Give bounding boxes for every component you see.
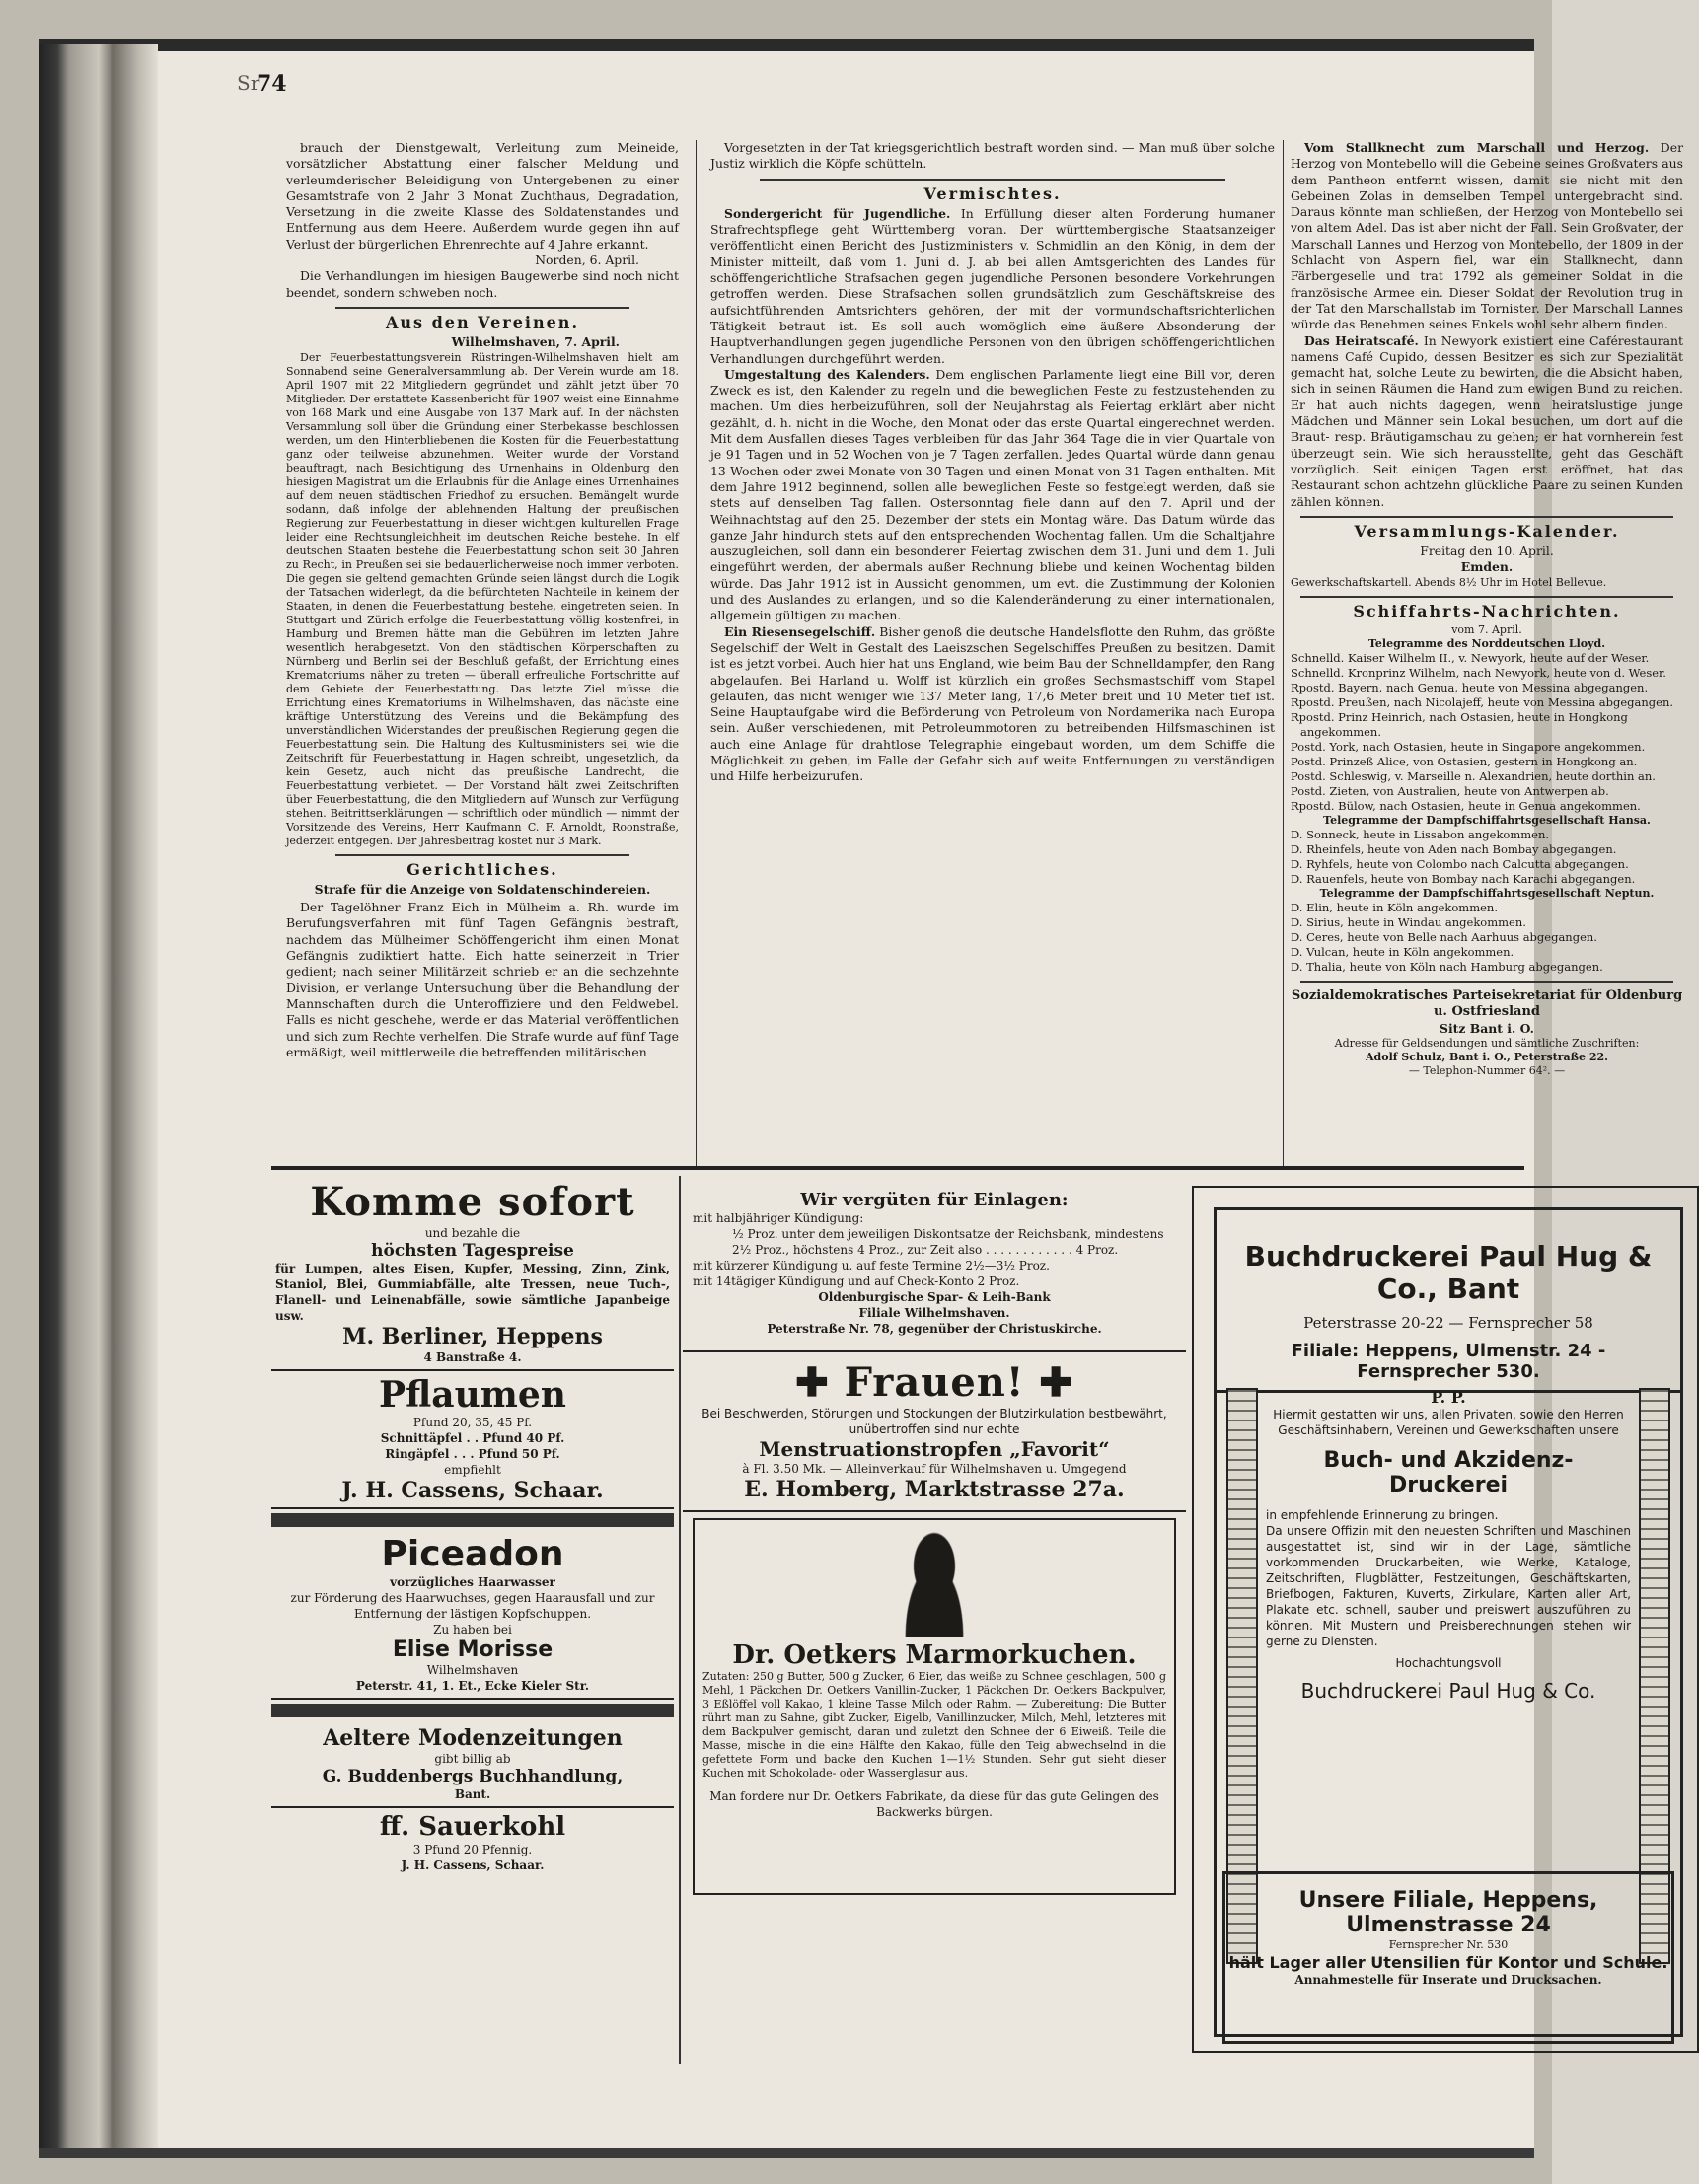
ad-branch: Filiale Wilhelmshaven. [858, 1306, 1010, 1320]
ad-address: Peterstrasse 20-22 — Fernsprecher 58 [1303, 1314, 1593, 1332]
shipping-entry: D. Ceres, heute von Belle nach Aarhuus abgegangen. [1291, 930, 1597, 945]
ad-text: Pfund 20, 35, 45 Pf. [412, 1416, 533, 1429]
ad-lager: hält Lager aller Utensilien für Kontor und Schule. [1228, 1953, 1668, 1972]
binding-bottom-edge [39, 2148, 1534, 2158]
ad-text: Ringäpfel . . . Pfund 50 Pf. [385, 1447, 560, 1461]
column-rule [1283, 140, 1284, 1166]
shipping-entry: Postd. Prinzeß Alice, von Ostasien, gestern in Hongkong an. [1291, 755, 1638, 769]
secretariat-heading: Sozialdemokratisches Parteisekretariat für Oldenburg u. Ostfriesland [1291, 988, 1683, 1020]
ad-text: Hiermit gestatten wir uns, allen Privaten, sowie den Herren Geschäftsinhabern, Vereinen und Gewerkschaften unsere [1273, 1408, 1624, 1437]
binding-top-edge [39, 39, 1534, 51]
shipping-list-neptun [1291, 901, 1683, 975]
ad-text: 3 Pfund 20 Pfennig. [412, 1843, 533, 1856]
ad-advertiser: J. H. Cassens, Schaar. [401, 1858, 545, 1872]
ad-product: Menstruationstropfen „Favorit“ [759, 1437, 1110, 1461]
dateline: Norden, 6. April. [535, 253, 639, 268]
shipping-entry: Postd. Schleswig, v. Marseille n. Alexandrien, heute dorthin an. [1291, 769, 1656, 784]
shipping-entry: D. Ryhfels, heute von Colombo nach Calcutta abgegangen. [1291, 857, 1629, 872]
divider [335, 307, 629, 309]
ad-city: Bant. [454, 1787, 491, 1801]
ad-title: Buchdruckerei Paul Hug & Co., Bant [1244, 1240, 1653, 1305]
divider [1300, 516, 1673, 518]
newspaper-page [158, 51, 1684, 2148]
ad-advertiser: M. Berliner, Heppens [342, 1324, 603, 1349]
ad-paul-hug [1192, 1186, 1699, 2053]
shipping-entry: Postd. Zieten, von Australien, heute von Antwerpen ab. [1291, 784, 1609, 799]
ad-text: Da unsere Offizin mit den neuesten Schriften und Maschinen ausgestattet ist, sind wir in der Lage, sämtliche vorkommenden Druckarbeiten, wie Werke, Kataloge, Zeitschriften, Flugblätter, Festzeitungen, Geschäftskarten, Briefbogen, Fakturen, Kuverts, Zirkulare, Karten aller Art, Plakate etc. schnell, sauber und preiswert auszuführen zu können. Mit Mustern und Preisberechnungen stehen wir gerne zu Diensten. [1266, 1524, 1631, 1648]
ad-piceadon [271, 1531, 674, 1700]
secretariat-text: Adresse für Geldsendungen und sämtliche Zuschriften: [1334, 1036, 1640, 1050]
ad-advertiser: G. Buddenbergs Buchhandlung, [322, 1767, 624, 1786]
article-title: Vom Stallknecht zum Marschall und Herzog. [1304, 140, 1650, 155]
ad-title: Dr. Oetkers Marmorkuchen. [732, 1640, 1137, 1670]
ad-filiale: Unsere Filiale, Heppens, Ulmenstrasse 24 [1298, 1888, 1598, 1937]
ad-text: Zutaten: 250 g Butter, 500 g Zucker, 6 Eier, das weiße zu Schnee geschlagen, 500 g Mehl, 1 Päckchen Dr. Oetkers Vanillin-Zucker, 1 Päckchen Dr. Oetkers Backpulver, 3 Eßlöffel voll Kakao, 1 kleine Tasse Milch oder Rahm. — Zubereitung: Die Butter rührt man zu Sahne, gibt Zucker, Eigelb, Vanillinzucker, Milch, Mehl, letzteres mit dem Backpulver gemischt, daran und zuletzt den Schnee der 6 Eiweiß. Teile die Masse, mische in die eine Hälfte den Kakao, fülle den Teig abwechselnd in die gefettete Form und backe den Kuchen 1—1½ Stunden. Sehr gut sieht dieser Kuchen mit Schokolade- oder Wasserglasur aus. [702, 1670, 1166, 1780]
article-title: Ein Riesensegelschiff. [724, 623, 876, 639]
ad-text: höchsten Tagespreise [371, 1241, 574, 1261]
ad-text: mit kürzerer Kündigung u. auf feste Termine 2½—3½ Proz. [693, 1259, 1050, 1273]
secretariat-seat: Sitz Bant i. O. [1440, 1020, 1534, 1036]
ad-text: zur Förderung des Haarwuchses, gegen Haarausfall und zur Entfernung der lästigen Kopfschuppen. [290, 1591, 655, 1621]
page-prefix: Sr [237, 71, 260, 95]
shipping-entry: D. Rheinfels, heute von Aden nach Bombay abgegangen. [1291, 842, 1617, 857]
ad-column-middle [683, 1176, 1186, 1901]
ad-text: Zu haben bei [433, 1623, 512, 1637]
secretariat-phone: — Telephon-Nummer 64². — [1408, 1063, 1566, 1077]
ad-berliner [271, 1176, 674, 1371]
decorative-bar [271, 1513, 674, 1527]
ad-city: Wilhelmshaven [426, 1663, 519, 1677]
ad-modenzeitungen [271, 1721, 674, 1808]
shipping-subhead: Telegramme des Norddeutschen Lloyd. [1367, 637, 1606, 651]
ad-signature: Buchdruckerei Paul Hug & Co. [1300, 1679, 1596, 1703]
ad-advertiser: E. Homberg, Marktstrasse 27a. [744, 1477, 1125, 1502]
article-heiratscafe: In Newyork existiert eine Caférestaurant namens Café Cupido, dessen Besitzer es sich zur Spezialität gemacht hat, solche Leute zu bewirten, die die Absicht haben, sich in seinen Räumen die Hand zum ewigen Bund zu reichen. Er hat auch nichts dagegen, wenn heiratslustige junge Mädchen und Männer sein Lokal besuchen, um dort auf die Braut- resp. Bräutigamschau zu gehen; er hat vornherein fest überzeugt sein. Wie sich herausstellte, geht das Geschäft vorzüglich. Seit einigen Tagen erst eröffnet, hat das Restaurant schon achtzehn glückliche Paare zu seinen Kunden zählen können. [1291, 332, 1684, 509]
cross-icon: ✚ [795, 1359, 845, 1406]
ad-text: ½ Proz. unter dem jeweiligen Diskontsatze der Reichsbank, mindestens 2½ Proz., höchstens 4 Proz., zur Zeit also . . . . . . . . . . . . 4 Proz. [732, 1227, 1164, 1257]
ad-title: Wir vergüten für Einlagen: [800, 1190, 1069, 1210]
article-title: Strafe für die Anzeige von Soldatenschindereien. [314, 881, 651, 897]
book-spine [39, 44, 158, 2155]
shipping-subhead: Telegramme der Dampfschiffahrtsgesellschaft Hansa. [1323, 814, 1651, 828]
ad-phone: Fernsprecher Nr. 530 [1388, 1938, 1509, 1951]
shipping-entry: D. Sonneck, heute in Lissabon angekommen. [1291, 828, 1550, 842]
ad-text: Schnittäpfel . . Pfund 40 Pf. [380, 1431, 565, 1445]
shipping-entry: Rpostd. Preußen, nach Nicolajeff, heute von Messina abgegangen. [1291, 695, 1674, 710]
ad-title: Pflaumen [379, 1374, 566, 1416]
ad-text: à Fl. 3.50 Mk. — Alleinverkauf für Wilhelmshaven u. Umgegend [742, 1462, 1127, 1476]
section-heading-schiffahrt: Schiffahrts-Nachrichten. [1353, 601, 1621, 620]
ad-text: in empfehlende Erinnerung zu bringen. [1266, 1508, 1499, 1522]
ad-text: und bezahle die [424, 1226, 521, 1240]
ad-text: vorzügliches Haarwasser [390, 1575, 555, 1589]
divider [760, 179, 1225, 181]
article-title: Das Heiratscafé. [1304, 332, 1419, 348]
divider [1300, 596, 1673, 598]
divider [335, 854, 629, 856]
ad-frauen [683, 1352, 1186, 1512]
ad-service: Buch- und Akzidenz-Druckerei [1323, 1448, 1574, 1497]
secretariat-address: Adolf Schulz, Bant i. O., Peterstraße 22. [1366, 1050, 1608, 1063]
column-rule [696, 140, 697, 1166]
ad-body [1266, 1388, 1631, 1703]
shipping-entry: D. Rauenfels, heute von Bombay nach Karachi abgegangen. [1291, 872, 1636, 887]
ad-pflaumen [271, 1371, 674, 1509]
ad-text: mit halbjähriger Kündigung: [693, 1211, 864, 1225]
article-baugewerbe: Die Verhandlungen im hiesigen Baugewerbe sind noch nicht beendet, sondern schweben noch. [286, 268, 679, 300]
article-feuerbestattung: Der Feuerbestattungsverein Rüstringen-Wilhelmshaven hielt am Sonnabend seine Generalversammlung ab. Der Verein wurde am 18. April 1907 mit 22 Mitgliedern gegründet und zählt jetzt über 70 Mitglieder. Der erstattete Kassenbericht für 1907 weist eine Einnahme von 168 Mark und eine Ausgabe von 137 Mark auf. In der nächsten Versammlung soll über die Gründung einer Sterbekasse beschlossen werden, um den Hinterbliebenen die Kosten für die Feuerbestattung ganz oder teilweise abzunehmen. Weiter wurde der Vorstand beauftragt, nach Besichtigung des Urnenhains in Oldenburg den hiesigen Magistrat um die Erlaubnis für die Anlage eines Urnenhaines auf dem neuen städtischen Friedhof zu ersuchen. Bemängelt wurde sodann, daß infolge der ablehnenden Haltung der preußischen Regierung zur Feuerbestattung in dieser wichtigen kulturellen Frage leider eine Rechtsungleichheit im deutschen Reiche bestehe. In elf deutschen Staaten bestehe die Feuerbestattung schon seit 30 Jahren zu Recht, in Preußen sei sie bedauerlicherweise noch immer verboten. Die gegen sie geltend gemachten Gründe seien längst durch die Logik der Tatsachen widerlegt, da die befürchteten Nachteile in keinem der Staaten, in denen die Feuerbestattung bestehe, eingetreten seien. In Stuttgart und Zürich erfolge die Feuerbestattung völlig kostenfrei, in Hamburg und Bremen hätte man die Gebühren im letzten Jahre wesentlich herabgesetzt. Von den städtischen Körperschaften zu Nürnberg und Berlin sei der Beschluß gefaßt, der Errichtung eines Krematoriums näher zu treten — überall erfreuliche Fortschritte auf dem Gebiete der Feuerbestattung. Das letzte Ziel müsse die Errichtung eines Krematoriums in Wilhelmshaven, das nächste eine kräftige Unterstützung des Vereins und die Bekämpfung des unverständlichen Widerstandes der preußischen Regierung gegen die Feuerbestattung sein. Die Haltung des Kultusministers sei, wie die Zeitschrift für Feuerbestattung in Hagen schreibt, ungesetzlich, da kein Gesetz, auch nicht das preußische Landrecht, die Feuerbestattung verbietet. — Der Vorstand hält zwei Zeitschriften über Feuerbestattung, die den Mitgliedern auf Wunsch zur Verfügung stehen. Beitrittserklärungen — schriftlich oder mündlich — nimmt der Vorsitzende des Vereins, Herr Kaufmann C. F. Arnoldt, Roonstraße, jederzeit entgegen. Der Jahresbeitrag kostet nur 3 Mark. [286, 350, 679, 847]
article-jugend: In Erfüllung dieser alten Forderung humaner Strafrechtspflege geht Württemberg voran. Der württembergische Staatsanzeiger veröffentlicht einen Bericht des Justizministers v. Schmidlin an den König, in dem der Minister mitteilt, daß vom 1. Juni d. J. ab bei allen Amtsgerichten des Landes für schöffengerichtliche Strafsachen gegen jugendliche Personen besondere Vorkehrungen getroffen werden. Diese Strafsachen sollen grundsätzlich zum Geschäftskreise des aufsichtführenden Amtsrichters gehören, der mit der vormundschaftsrichterlichen Tätigkeit betraut ist. Es soll auch womöglich eine äußere Absonderung der Hauptverhandlungen gegen jugendliche Personen von den übrigen schöffengerichtlichen Verhandlungen durchgeführt werden. [710, 205, 1275, 366]
article-kalender: Dem englischen Parlamente liegt eine Bill vor, deren Zweck es ist, den Kalender zu regeln und die beweglichen Feste zu festzustehenden zu machen. Um dies herbeizuführen, soll der Neujahrstag als Feiertag erklärt aber nicht gezählt, d. h. nicht in die Woche, den Monat oder das erste Quartal eingerechnet werden. Mit dem Ausfallen dieses Tages verbleiben für das Jahr 364 Tage die in vier Quartale von je 91 Tagen und in 52 Wochen von je 7 Tagen zerfallen. Jedes Quartal würde dann genau 13 Wochen oder zwei Monate von 30 Tagen und einen Monat von 31 Tagen enthalten. Mit dem Jahre 1912 beginnend, sollen alle beweglichen Feste so festgelegt werden, daß sie stets auf denselben Tag fallen. Ostersonntag fiele dann auf den 7. April und der Weihnachtstag auf den 25. Dezember der stets ein Montag wäre. Das Datum würde das ganze Jahr hindurch stets auf den entsprechenden Wochentag fallen. Um die Schaltjahre auszugleichen, soll dann ein besonderer Feiertag zwischen dem 31. Juni und dem 1. Juli eingeführt werden, der abermals außer Rechnung bliebe und keinen Wochentag bilden würde. Das Jahr 1912 ist in Aussicht genommen, um evt. die Zustimmung der Kolonien und des Auslandes zu erlangen, und so die Kalenderänderung zu einer internationalen, allgemein gültigen zu machen. [710, 366, 1275, 623]
section-heading-gericht: Gerichtliches. [406, 859, 558, 879]
ad-text: mit 14tägiger Kündigung und auf Check-Konto 2 Proz. [693, 1274, 1020, 1288]
section-heading-vermischtes: Vermischtes. [923, 183, 1062, 203]
ad-rule [679, 1176, 681, 2064]
shipping-date: vom 7. April. [1451, 623, 1522, 637]
shipping-entry: D. Elin, heute in Köln angekommen. [1291, 901, 1498, 915]
dateline: Wilhelmshaven, 7. April. [451, 334, 620, 350]
ad-title-text: Frauen! [844, 1359, 1025, 1406]
portrait-image [890, 1528, 979, 1637]
ad-salutation: P. P. [1431, 1388, 1466, 1407]
column-1 [286, 140, 679, 1127]
shipping-list-hansa [1291, 828, 1683, 887]
ad-filiale-box [1222, 1871, 1674, 2044]
ad-advertiser: J. H. Cassens, Schaar. [341, 1478, 604, 1503]
ad-oetker [693, 1518, 1176, 1895]
ad-advertiser: Elise Morisse [392, 1638, 554, 1662]
column-2 [710, 140, 1275, 1156]
article-stallknecht: Der Herzog von Montebello will die Gebeine seines Großvaters aus dem Pantheon entfernt wissen, damit sie nicht mit den Gebeinen Zolas in demselben Tempel untergebracht sind. Daraus könnte man schließen, der Herzog von Montebello sei von altem Adel. Das ist aber nicht der Fall. Sein Großvater, der Marschall Lannes und Herzog von Montebello, der 1809 in der Schlacht von Aspern fiel, war ein Stallknecht, dann Färbergeselle und trat 1792 als gemeiner Soldat in die französische Armee ein. Dieser Soldat der Revolution trug in der Tat den Marschallstab im Tornister. Der Marschall Lannes würde das Benehmen seines Enkels wohl sehr albern finden. [1291, 140, 1683, 332]
ad-title: Aeltere Modenzeitungen [323, 1725, 623, 1751]
article-gericht: Der Tagelöhner Franz Eich in Mülheim a. Rh. wurde im Berufungsverfahren mit fünf Tagen Gefängnis bestraft, nachdem das Mülheimer Schöffengericht ihm einen Monat Gefängnis zudiktiert hatte. Eich hatte seinerzeit in Trier gedient; nach seiner Militärzeit schrieb er an die sechzehnte Division, er verlange Untersuchung über die Behandlung der Mannschaften durch die Unteroffiziere und den Feldwebel. Falls es nicht geschehe, werde er das Material veröffentlichen und sich zum Rechte verhelfen. Die Strafe wurde auf fünf Tage ermäßigt, weil mittlerweile die betreffenden militärischen [286, 900, 679, 1059]
ad-closing: Hochachtungsvoll [1395, 1656, 1502, 1670]
section-heading-vereine: Aus den Vereinen. [385, 312, 580, 331]
ad-title: ff. Sauerkohl [379, 1812, 566, 1842]
article-segelschiff: Bisher genoß die deutsche Handelsflotte den Ruhm, das größte Segelschiff der Welt in Gestalt des Laeiszschen Segelschiffes Preußen zu besitzen. Damit ist es jetzt vorbei. Auch hier hat uns England, wie beim Bau der Schnelldampfer, den Rang abgelaufen. Bei Harland u. Wolff ist kürzlich ein großes Sechsmastschiff vom Stapel gelaufen, das nicht weniger wie 137 Meter lang, 17,6 Meter breit und 10 Meter tief ist. Seine Hauptaufgabe wird die Beförderung von Petroleum von Nordamerika nach Europa sein. Außer verschiedenen, mit Petroleummotoren zu betreibenden Hilfsmaschinen ist auch eine Anlage für drahtlose Telegraphie eingebaut worden, um dem Schiffe die Möglichkeit zu geben, im Falle der Gefahr sich auf weite Entfernungen zu verständigen und Hilfe herbeizurufen. [710, 623, 1275, 784]
article-continuation: Vorgesetzten in der Tat kriegsgerichtlich bestraft worden sind. — Man muß über solche Justiz wirklich die Köpfe schütteln. [710, 140, 1275, 172]
divider [1300, 981, 1673, 983]
shipping-entry: Rpostd. Bayern, nach Genua, heute von Messina abgegangen. [1291, 681, 1649, 695]
advertisement-rule [271, 1166, 1524, 1170]
ad-inner-frame [1214, 1207, 1683, 2037]
ad-annahme: Annahmestelle für Inserate und Drucksachen. [1294, 1973, 1602, 1987]
shipping-entry: Postd. York, nach Ostasien, heute in Singapore angekommen. [1291, 740, 1646, 755]
ad-branch: Filiale: Heppens, Ulmenstr. 24 - Fernsprecher 530. [1291, 1341, 1606, 1382]
shipping-entry: Schnelld. Kronprinz Wilhelm, nach Newyork, heute von d. Weser. [1291, 666, 1666, 681]
decorative-bar [271, 1704, 674, 1717]
calendar-date: Freitag den 10. April. [1420, 544, 1554, 559]
ad-column-left [271, 1176, 674, 2064]
ad-text: Bei Beschwerden, Störungen und Stockungen der Blutzirkulation bestbewährt, unübertroffen sind nur echte [702, 1407, 1167, 1436]
section-heading-versammlungen: Versammlungs-Kalender. [1354, 521, 1620, 541]
column-3 [1291, 140, 1683, 1161]
shipping-entry: Schnelld. Kaiser Wilhelm II., v. Newyork, heute auf der Weser. [1291, 651, 1650, 666]
ad-address: Peterstraße Nr. 78, gegenüber der Christuskirche. [767, 1322, 1102, 1336]
ad-title [689, 1360, 1180, 1406]
ad-sauerkohl [271, 1808, 674, 1877]
calendar-place: Emden. [1460, 559, 1514, 575]
calendar-entry: Gewerkschaftskartell. Abends 8½ Uhr im Hotel Bellevue. [1291, 575, 1607, 589]
ad-advertiser: Oldenburgische Spar- & Leih-Bank [818, 1290, 1051, 1304]
ad-bank [683, 1176, 1186, 1352]
ad-header [1217, 1210, 1680, 1393]
article-continuation: brauch der Dienstgewalt, Verleitung zum Meineide, vorsätzlicher Abstattung einer falscher Meldung und verleumderischer Beleidigung von Untergebenen zu einer Gesamtstrafe von 2 Jahr 3 Monat Zuchthaus, Degradation, Versetzung in die zweite Klasse des Soldatenstandes und Entfernung aus dem Heere. Außerdem wurde gegen ihn auf Verlust der bürgerlichen Ehrenrechte auf 4 Jahre erkannt. [286, 140, 679, 252]
shipping-subhead: Telegramme der Dampfschiffahrtsgesellschaft Neptun. [1319, 887, 1655, 901]
ad-address: Peterstr. 41, 1. Et., Ecke Kieler Str. [355, 1679, 590, 1693]
cross-icon: ✚ [1024, 1359, 1073, 1406]
article-title: Sondergericht für Jugendliche. [724, 205, 951, 221]
ad-title: Komme sofort [310, 1179, 635, 1225]
shipping-entry: Rpostd. Prinz Heinrich, nach Ostasien, heute in Hongkong angekommen. [1291, 710, 1628, 740]
ad-text: empfiehlt [444, 1463, 501, 1477]
ad-text: für Lumpen, altes Eisen, Kupfer, Messing, Zinn, Zink, Staniol, Blei, Gummiabfälle, alte Tressen, neue Tuch-, Flanell- und Leinenabfälle, sowie sämtliche Japanbeige usw. [275, 1262, 670, 1323]
shipping-list-lloyd [1291, 651, 1683, 814]
ad-title: Piceadon [381, 1534, 564, 1574]
ad-footer: Man fordere nur Dr. Oetkers Fabrikate, da diese für das gute Gelingen des Backwerks bürgen. [709, 1789, 1159, 1819]
shipping-entry: D. Sirius, heute in Windau angekommen. [1291, 915, 1526, 930]
shipping-entry: D. Vulcan, heute in Köln angekommen. [1291, 945, 1514, 960]
shipping-entry: D. Thalia, heute von Köln nach Hamburg abgegangen. [1291, 960, 1603, 975]
page-number: 74 [257, 71, 287, 97]
ad-text: gibt billig ab [434, 1752, 511, 1766]
ad-address: 4 Banstraße 4. [423, 1350, 522, 1364]
article-title: Umgestaltung des Kalenders. [724, 366, 930, 382]
shipping-entry: Rpostd. Bülow, nach Ostasien, heute in Genua angekommen. [1291, 799, 1641, 814]
